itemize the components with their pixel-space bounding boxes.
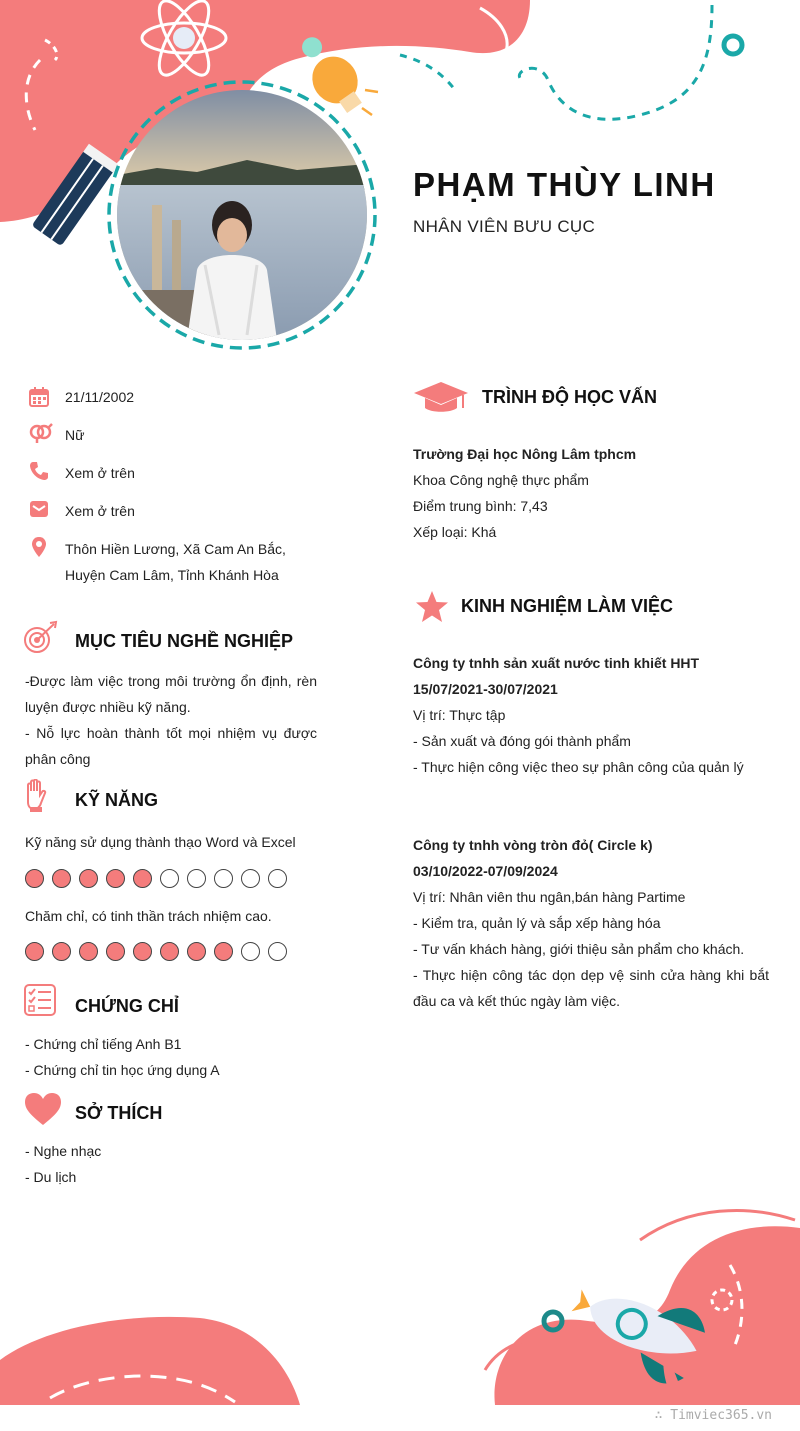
email: Xem ở trên [65, 503, 135, 519]
job-title: NHÂN VIÊN BƯU CỤC [413, 217, 596, 236]
experience-title: KINH NGHIỆM LÀM VIỆC [461, 596, 674, 616]
rating-dot-empty [241, 942, 260, 961]
target-icon [22, 620, 58, 656]
rating-dot-filled [79, 869, 98, 888]
job-entry [413, 650, 773, 780]
job-entry [413, 832, 769, 1014]
rating-dot-empty [160, 869, 179, 888]
avatar [117, 90, 367, 340]
job-task: - Sản xuất và đóng gói thành phẩm [413, 733, 631, 749]
rating-dot-filled [160, 942, 179, 961]
rating-dot-filled [187, 942, 206, 961]
watermark-logo-icon: ∴ [654, 1408, 671, 1423]
rating-dot-filled [25, 942, 44, 961]
rank: Xếp loại: Khá [413, 524, 497, 540]
rating-dot-filled [52, 869, 71, 888]
rating-dot-filled [52, 942, 71, 961]
checklist-icon [24, 984, 56, 1016]
rating-dot-filled [214, 942, 233, 961]
job-period: 03/10/2022-07/09/2024 [413, 863, 558, 879]
school-name: Trường Đại học Nông Lâm tphcm [413, 446, 637, 462]
education-title: TRÌNH ĐỘ HỌC VẤN [482, 387, 657, 407]
rating-dot-filled [106, 869, 125, 888]
skill-name: Chăm chỉ, có tinh thần trách nhiệm cao. [25, 908, 272, 924]
rating-dot-filled [79, 942, 98, 961]
skill-rating [25, 942, 287, 961]
rating-dot-empty [268, 869, 287, 888]
rating-dot-filled [25, 869, 44, 888]
location-icon [28, 536, 50, 558]
list-item: - Du lịch [25, 1169, 77, 1185]
company-name: Công ty tnhh vòng tròn đỏ( Circle k) [413, 837, 653, 853]
certificates-title: CHỨNG CHỈ [75, 996, 179, 1016]
rating-dot-filled [106, 942, 125, 961]
watermark: ∴ Timviec365.vn [654, 1408, 772, 1423]
job-period: 15/07/2021-30/07/2021 [413, 681, 558, 697]
email-icon [28, 498, 50, 520]
rating-dot-filled [133, 942, 152, 961]
address: Thôn Hiền Lương, Xã Cam An Bắc, Huyện Cam Lâm, Tỉnh Khánh Hòa [65, 541, 286, 583]
graduation-cap-icon [413, 380, 469, 414]
rating-dot-filled [133, 869, 152, 888]
list-item: - Chứng chỉ tin học ứng dụng A [25, 1062, 220, 1078]
calendar-icon [28, 386, 50, 408]
candidate-name: PHẠM THÙY LINH [413, 166, 716, 203]
skills-title: KỸ NĂNG [75, 790, 159, 810]
objective-title: MỤC TIÊU NGHỀ NGHIỆP [75, 631, 294, 651]
rating-dot-empty [268, 942, 287, 961]
list-item: - Chứng chỉ tiếng Anh B1 [25, 1036, 182, 1052]
job-task: - Tư vấn khách hàng, giới thiệu sản phẩm cho khách. [413, 941, 745, 957]
job-task: - Kiểm tra, quản lý và sắp xếp hàng hóa [413, 915, 661, 931]
gpa: Điểm trung bình: 7,43 [413, 498, 548, 514]
faculty: Khoa Công nghệ thực phẩm [413, 472, 589, 488]
job-position: Vị trí: Nhân viên thu ngân,bán hàng Partime [413, 889, 686, 905]
job-task: - Thực hiện công việc theo sự phân công của quản lý [413, 759, 744, 775]
hobbies-list [25, 1138, 101, 1190]
hand-icon [24, 779, 48, 813]
objective-text: -Được làm việc trong môi trường ổn định, rèn luyện được nhiều kỹ năng. - Nỗ lực hoàn thành tốt mọi nhiệm vụ được phân công [25, 673, 317, 767]
birth-date: 21/11/2002 [65, 389, 135, 405]
skill-rating [25, 869, 287, 888]
gender: Nữ [65, 427, 85, 443]
company-name: Công ty tnhh sản xuất nước tinh khiết HHT [413, 655, 700, 671]
rating-dot-empty [187, 869, 206, 888]
gender-icon [28, 422, 54, 444]
job-task: - Thực hiện công tác dọn dẹp vệ sinh cửa hàng khi bắt đầu ca và kết thúc ngày làm việc. [413, 967, 769, 1009]
list-item: - Nghe nhạc [25, 1143, 102, 1159]
star-icon [414, 590, 450, 624]
skill-name: Kỹ năng sử dụng thành thạo Word và Excel [25, 834, 296, 850]
heart-icon [24, 1092, 62, 1126]
certificates-list [25, 1031, 220, 1083]
job-position: Vị trí: Thực tập [413, 707, 506, 723]
phone: Xem ở trên [65, 465, 135, 481]
education-details [413, 441, 773, 545]
phone-icon [28, 460, 50, 482]
hobbies-title: SỞ THÍCH [75, 1103, 163, 1123]
rating-dot-empty [241, 869, 260, 888]
rating-dot-empty [214, 869, 233, 888]
